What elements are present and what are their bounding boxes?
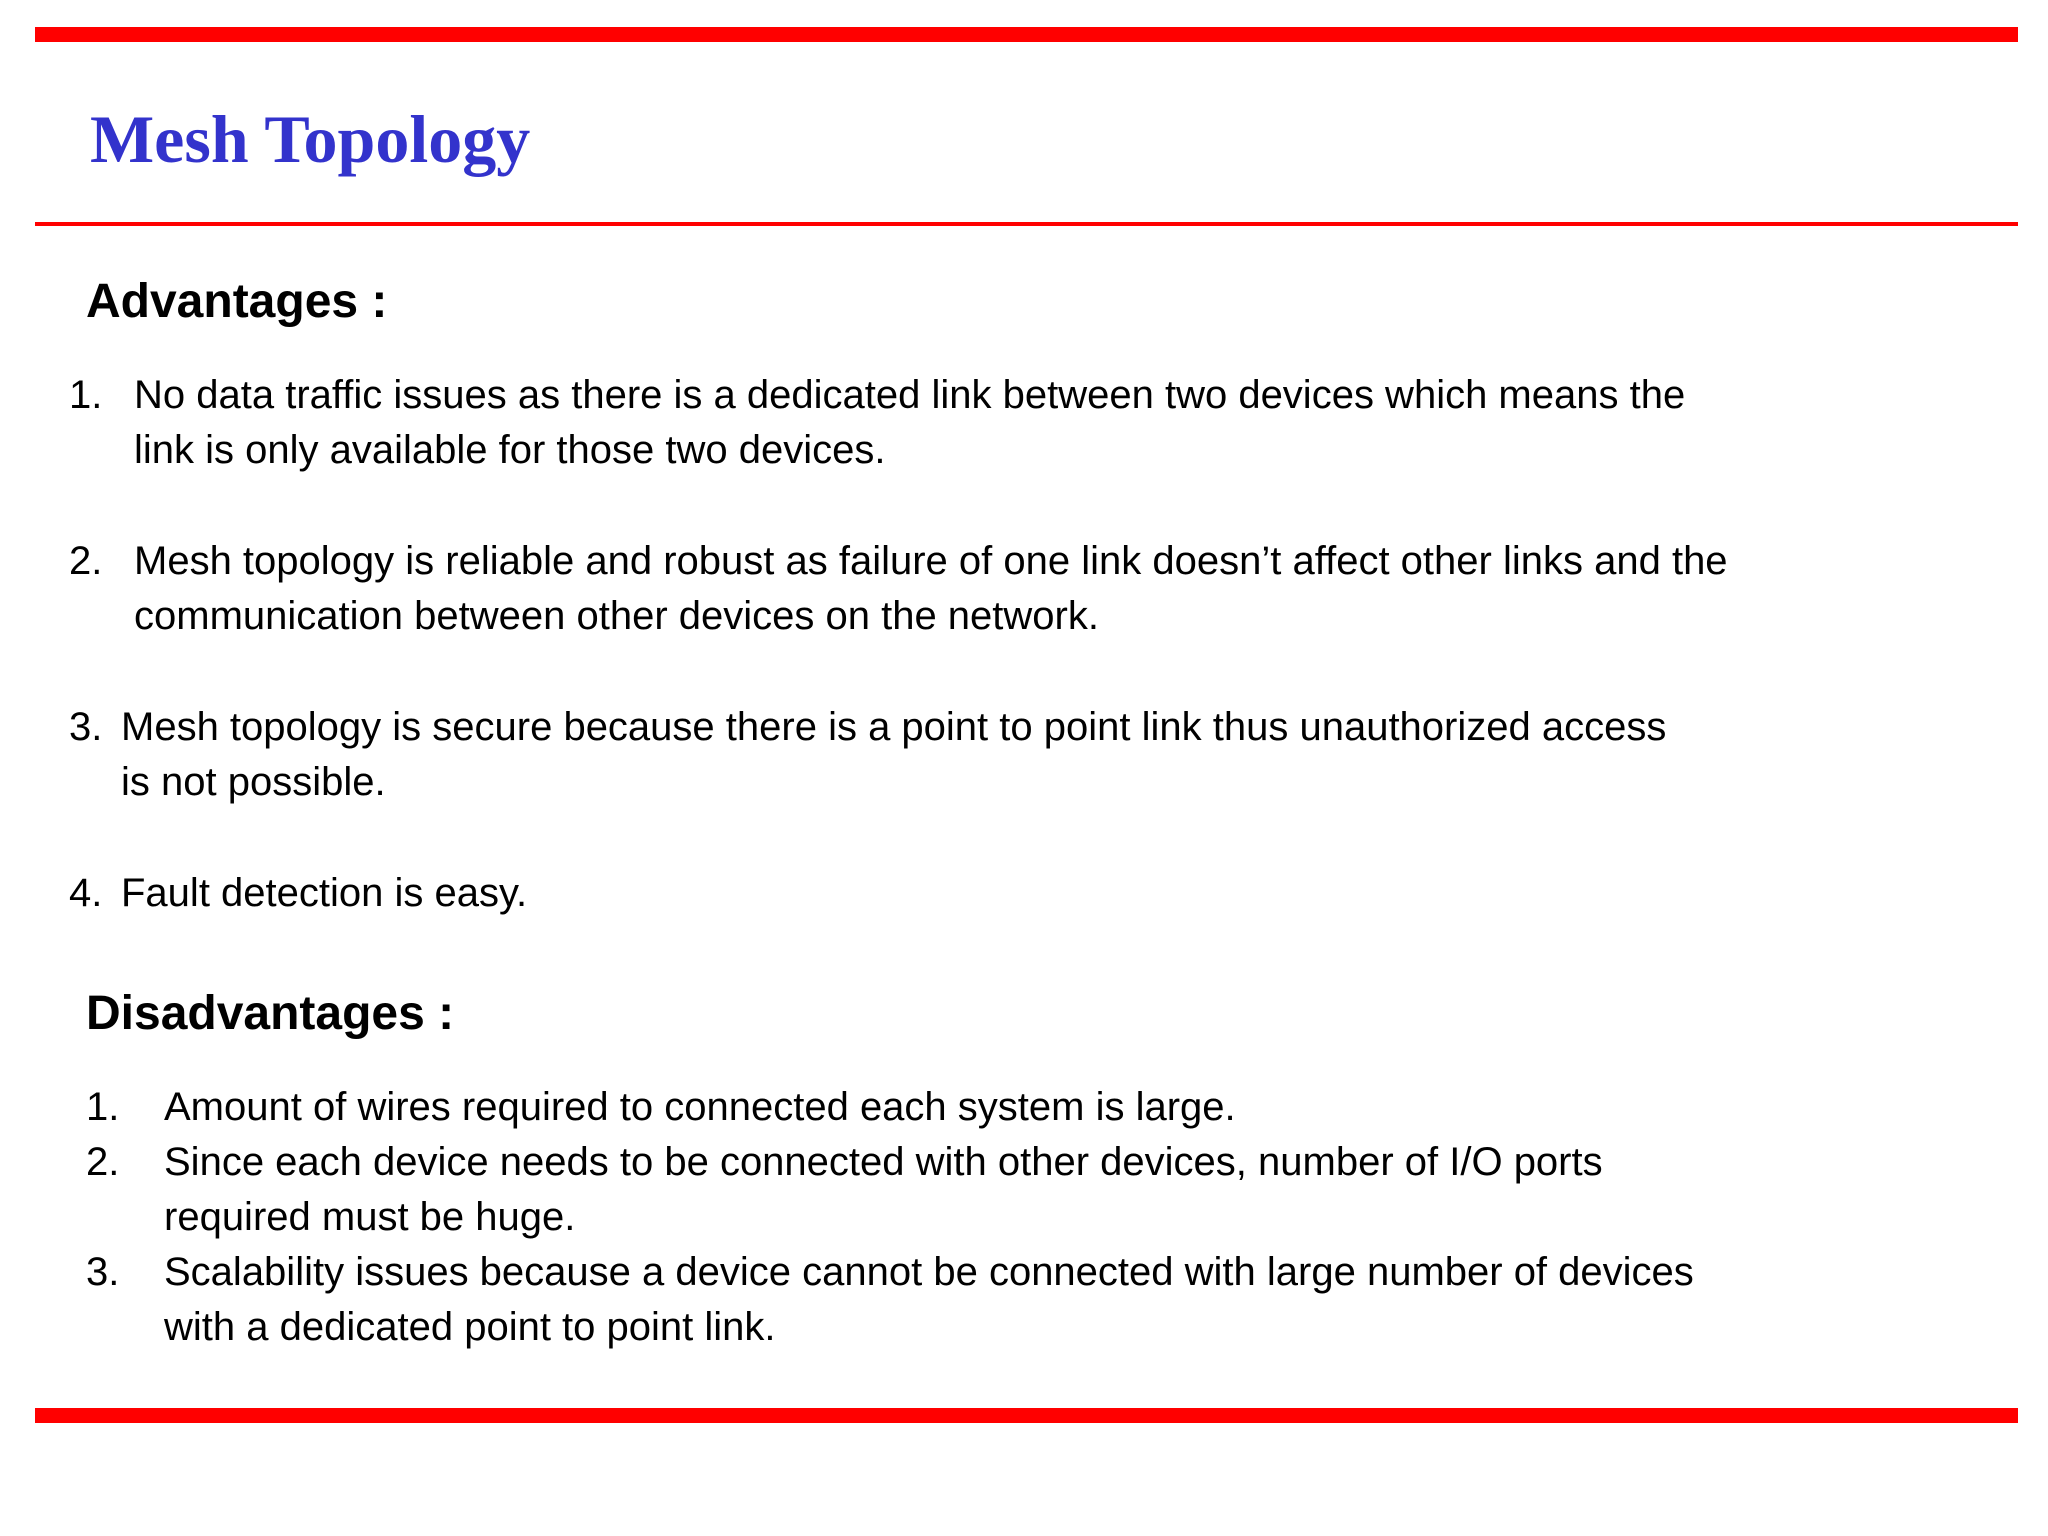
disadvantage-item-2-line-1: Since each device needs to be connected with other devices, number of I/O ports bbox=[164, 1140, 1603, 1184]
disadvantage-item-3-line-1: Scalability issues because a device cannot be connected with large number of devices bbox=[164, 1250, 1694, 1294]
top-red-rule bbox=[35, 27, 2018, 42]
advantage-item-1-line-2: link is only available for those two devices. bbox=[134, 428, 886, 472]
advantage-item-2-number: 2. bbox=[69, 539, 103, 583]
advantage-item-2-line-2: communication between other devices on the network. bbox=[134, 594, 1099, 638]
disadvantage-item-3-line-2: with a dedicated point to point link. bbox=[164, 1305, 776, 1349]
disadvantage-item-1-number: 1. bbox=[86, 1085, 120, 1129]
disadvantage-item-2-line-2: required must be huge. bbox=[164, 1195, 576, 1239]
advantage-item-2-line-1: Mesh topology is reliable and robust as failure of one link doesn’t affect other links and the bbox=[134, 539, 1728, 583]
advantage-item-1-line-1: No data traffic issues as there is a dedicated link between two devices which means the bbox=[134, 373, 1686, 417]
advantage-item-1-number: 1. bbox=[69, 373, 103, 417]
title-divider-rule bbox=[35, 222, 2018, 226]
advantages-heading: Advantages : bbox=[86, 275, 388, 328]
disadvantage-item-2-number: 2. bbox=[86, 1140, 120, 1184]
advantage-item-3-line-1: Mesh topology is secure because there is a point to point link thus unauthorized access bbox=[121, 705, 1667, 749]
disadvantages-heading: Disadvantages : bbox=[86, 987, 455, 1040]
disadvantage-item-1-line-1: Amount of wires required to connected each system is large. bbox=[164, 1085, 1236, 1129]
advantage-item-3-number: 3. bbox=[69, 705, 103, 749]
disadvantage-item-3-number: 3. bbox=[86, 1250, 120, 1294]
slide-title: Mesh Topology bbox=[90, 101, 531, 177]
advantage-item-4-line-1: Fault detection is easy. bbox=[121, 871, 528, 915]
advantage-item-3-line-2: is not possible. bbox=[121, 760, 386, 804]
advantage-item-4-number: 4. bbox=[69, 871, 103, 915]
bottom-red-rule bbox=[35, 1408, 2018, 1423]
